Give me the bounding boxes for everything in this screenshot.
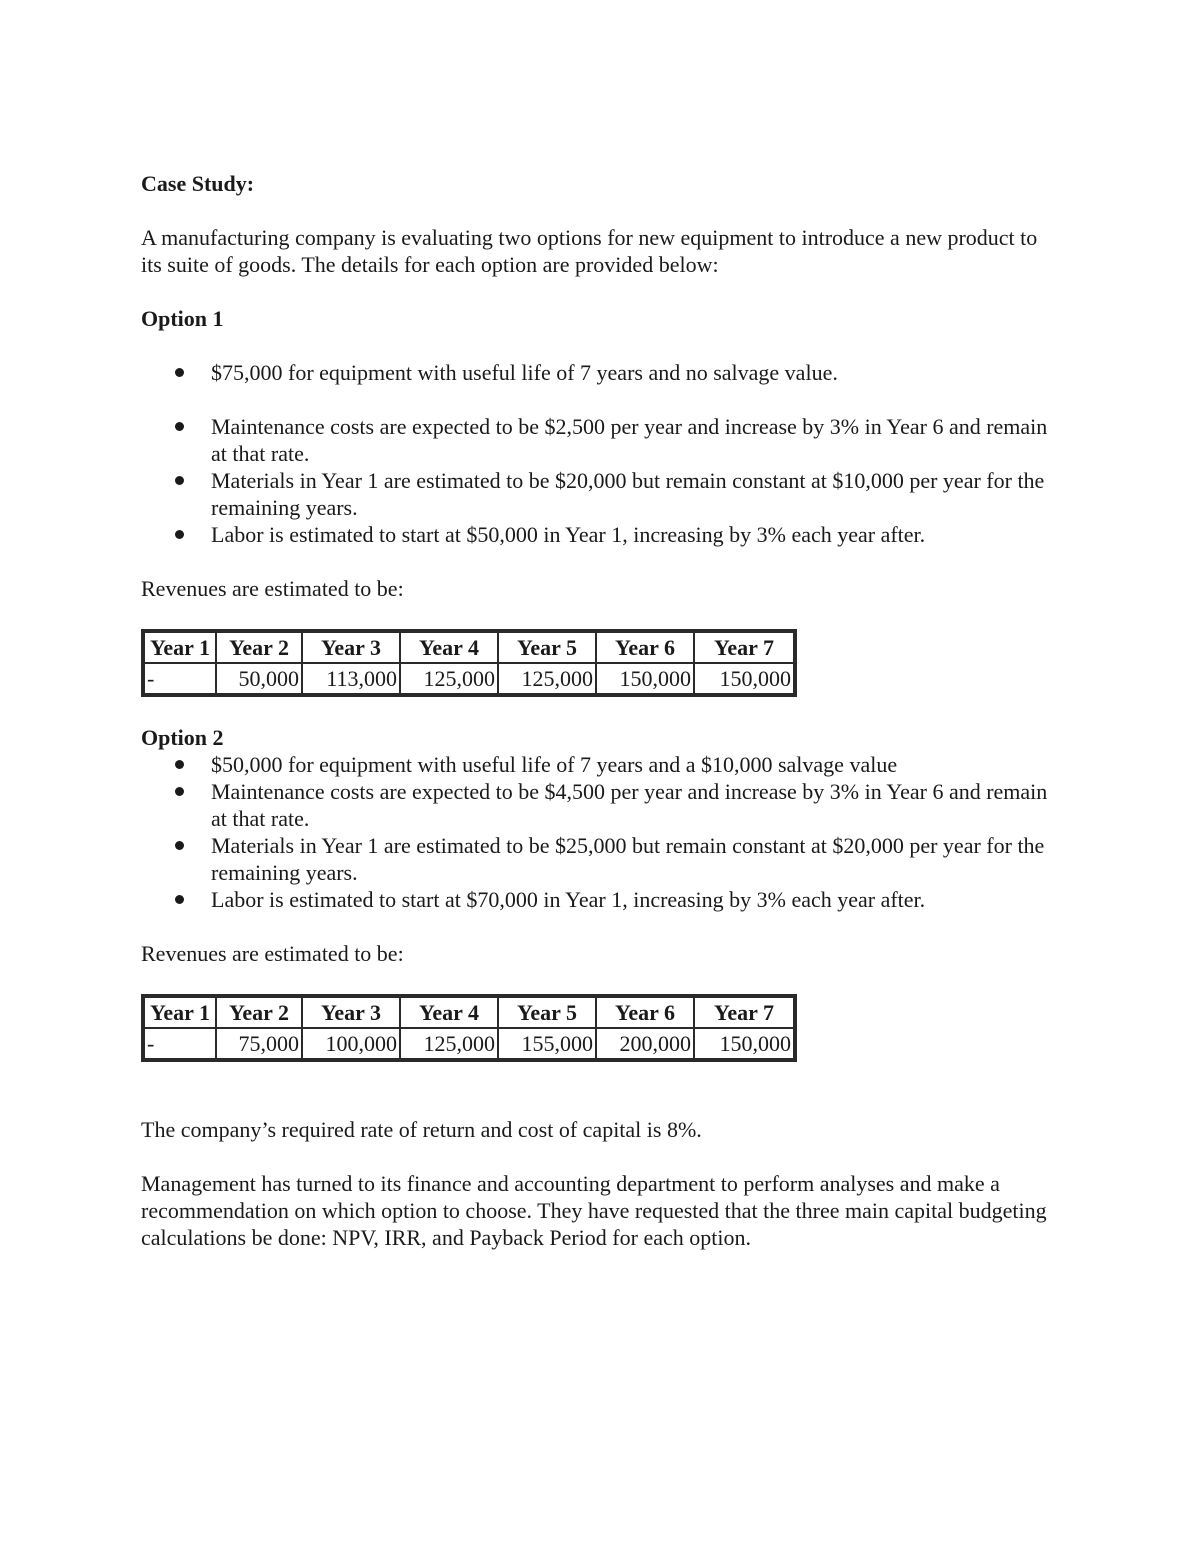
required-rate-paragraph: The company’s required rate of return and cost of capital is 8%.	[141, 1117, 702, 1142]
document-page	[141, 170, 1061, 1251]
table-cell: 113,000	[302, 663, 400, 694]
option-1-revenue-table	[141, 629, 797, 697]
option-1-bullet: Maintenance costs are expected to be $2,500 per year and increase by 3% in Year 6 and remain at that rate.	[141, 413, 1061, 467]
option-2-revenue-table	[141, 994, 797, 1062]
table-header-cell: Year 7	[694, 632, 794, 663]
table-header-cell: Year 5	[498, 632, 596, 663]
table-header-row	[144, 997, 794, 1028]
table-cell: -	[144, 663, 216, 694]
table-cell: 150,000	[596, 663, 694, 694]
table-cell: 150,000	[694, 1028, 794, 1059]
table-header-cell: Year 3	[302, 997, 400, 1028]
option-1-bullet: Materials in Year 1 are estimated to be $20,000 but remain constant at $10,000 per year for the remaining years.	[141, 467, 1061, 521]
table-cell: 200,000	[596, 1028, 694, 1059]
document-title: Case Study:	[141, 171, 255, 196]
table-header-cell: Year 6	[596, 997, 694, 1028]
option-1-revenue-label: Revenues are estimated to be:	[141, 576, 404, 601]
option-1-bullet-list	[141, 359, 1061, 548]
table-cell: -	[144, 1028, 216, 1059]
table-header-row	[144, 632, 794, 663]
table-header-cell: Year 6	[596, 632, 694, 663]
table-header-cell: Year 2	[216, 997, 302, 1028]
table-header-cell: Year 4	[400, 632, 498, 663]
option-1-title: Option 1	[141, 306, 224, 331]
table-cell: 155,000	[498, 1028, 596, 1059]
table-cell: 125,000	[400, 663, 498, 694]
option-2-bullet: Materials in Year 1 are estimated to be $25,000 but remain constant at $20,000 per year for the remaining years.	[141, 832, 1061, 886]
table-header-cell: Year 2	[216, 632, 302, 663]
table-header-cell: Year 7	[694, 997, 794, 1028]
table-cell: 100,000	[302, 1028, 400, 1059]
table-cell: 125,000	[498, 663, 596, 694]
option-1-bullet: $75,000 for equipment with useful life of 7 years and no salvage value.	[141, 359, 1061, 386]
table-header-cell: Year 1	[144, 997, 216, 1028]
option-2-bullet-list	[141, 751, 1061, 913]
option-2-bullet: $50,000 for equipment with useful life of 7 years and a $10,000 salvage value	[141, 751, 1061, 778]
table-header-cell: Year 4	[400, 997, 498, 1028]
option-1-bullet: Labor is estimated to start at $50,000 in Year 1, increasing by 3% each year after.	[141, 521, 1061, 548]
option-2-bullet: Maintenance costs are expected to be $4,500 per year and increase by 3% in Year 6 and remain at that rate.	[141, 778, 1061, 832]
management-paragraph: Management has turned to its finance and accounting department to perform analyses and make a recommendation on which option to choose. They have requested that the three main capital budgeting calculations be done: NPV, IRR, and Payback Period for each option.	[141, 1171, 1047, 1250]
table-cell: 75,000	[216, 1028, 302, 1059]
table-header-cell: Year 5	[498, 997, 596, 1028]
intro-paragraph: A manufacturing company is evaluating two options for new equipment to introduce a new product to its suite of goods. The details for each option are provided below:	[141, 225, 1038, 277]
table-row	[144, 663, 794, 694]
option-2-bullet: Labor is estimated to start at $70,000 in Year 1, increasing by 3% each year after.	[141, 886, 1061, 913]
table-cell: 50,000	[216, 663, 302, 694]
table-header-cell: Year 1	[144, 632, 216, 663]
table-cell: 150,000	[694, 663, 794, 694]
table-header-cell: Year 3	[302, 632, 400, 663]
table-row	[144, 1028, 794, 1059]
option-2-title: Option 2	[141, 725, 224, 750]
option-2-revenue-label: Revenues are estimated to be:	[141, 941, 404, 966]
table-cell: 125,000	[400, 1028, 498, 1059]
